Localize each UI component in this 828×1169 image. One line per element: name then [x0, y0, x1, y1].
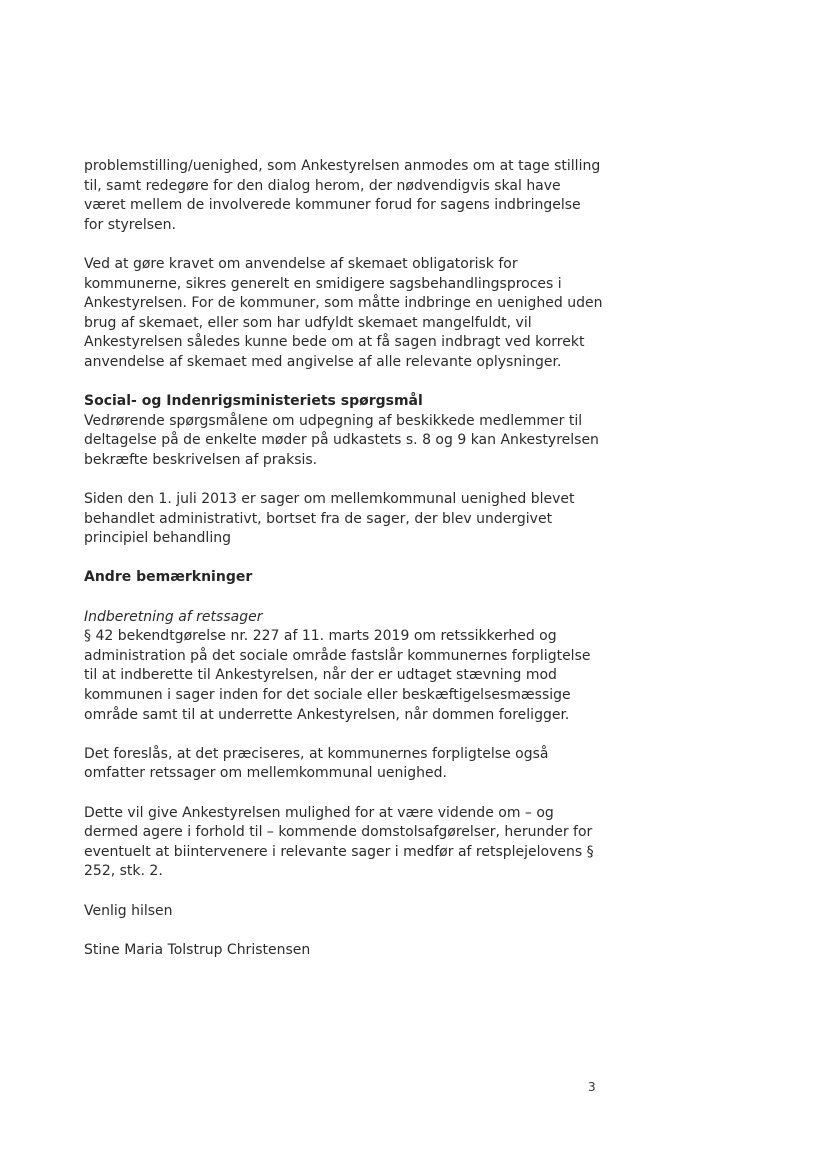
paragraph-udpegning: Vedrørende spørgsmålene om udpegning af beskikkede medlemmer til deltagelse på de enkelte møder på udkastets s. 8 og 9 kan Ankestyrelsen bekræfte beskrivelsen af praksis.	[84, 412, 599, 468]
paragraph-gap	[84, 725, 604, 745]
paragraph-dialog: problemstilling/uenighed, som Ankestyrelsen anmodes om at tage stilling til, samt redegøre for den dialog herom, der nødvendigvis skal have været mellem de involverede kommuner forud for sagens indbringelse for styrelsen.	[84, 158, 601, 233]
document-body	[84, 157, 604, 960]
signature-name: Stine Maria Tolstrup Christensen	[84, 941, 311, 958]
paragraph-domstolsafgoerelser: Dette vil give Ankestyrelsen mulighed for at være vidende om – og dermed agere i forhold til – kommende domstolsafgørelser, herunder for eventuelt at biintervenere i relevante sager i medfør af retsplejelovens § 252, stk. 2.	[84, 804, 594, 880]
paragraph-gap	[84, 882, 604, 902]
paragraph-gap	[84, 921, 604, 941]
paragraph-gap	[84, 549, 604, 569]
paragraph-gap	[84, 784, 604, 804]
subheading-retssager: Indberetning af retssager	[84, 608, 263, 625]
paragraph-bekendtgoerelse: § 42 bekendtgørelse nr. 227 af 11. marts 2019 om retssikkerhed og administration på det sociale område fastslår kommunernes forpligtelse til at indberette til Ankestyrelsen, når der er udtaget stævning mod kommunen i sager inden for det sociale eller beskæftigelsesmæssige område samt til at underrette Ankestyrelsen, når dommen foreligger.	[84, 628, 591, 723]
closing-greeting: Venlig hilsen	[84, 902, 173, 919]
paragraph-gap	[84, 373, 604, 393]
paragraph-gap	[84, 588, 604, 608]
paragraph-skema: Ved at gøre kravet om anvendelse af skemaet obligatorisk for kommunerne, sikres generelt en smidigere sagsbehandlingsproces i Ankestyrelsen. For de kommuner, som måtte indbringe en uenighed uden brug af skemaet, eller som har udfyldt skemaet mangelfuldt, vil Ankestyrelsen således kunne bede om at få sagen indbragt ved korrekt anvendelse af skemaet med angivelse af alle relevante oplysninger.	[84, 255, 603, 370]
paragraph-gap	[84, 471, 604, 491]
section-heading-ministry-questions: Social- og Indenrigsministeriets spørgsmål	[84, 393, 423, 410]
section-heading-other-remarks: Andre bemærkninger	[84, 569, 253, 586]
paragraph-administrativ-behandling: Siden den 1. juli 2013 er sager om mellemkommunal uenighed blevet behandlet administrativt, bortset fra de sager, der blev undergivet principiel behandling	[84, 491, 575, 547]
page-number: 3	[588, 1080, 596, 1094]
paragraph-praecisering: Det foreslås, at det præciseres, at kommunernes forpligtelse også omfatter retssager om mellemkommunal uenighed.	[84, 745, 549, 782]
paragraph-gap	[84, 235, 604, 255]
